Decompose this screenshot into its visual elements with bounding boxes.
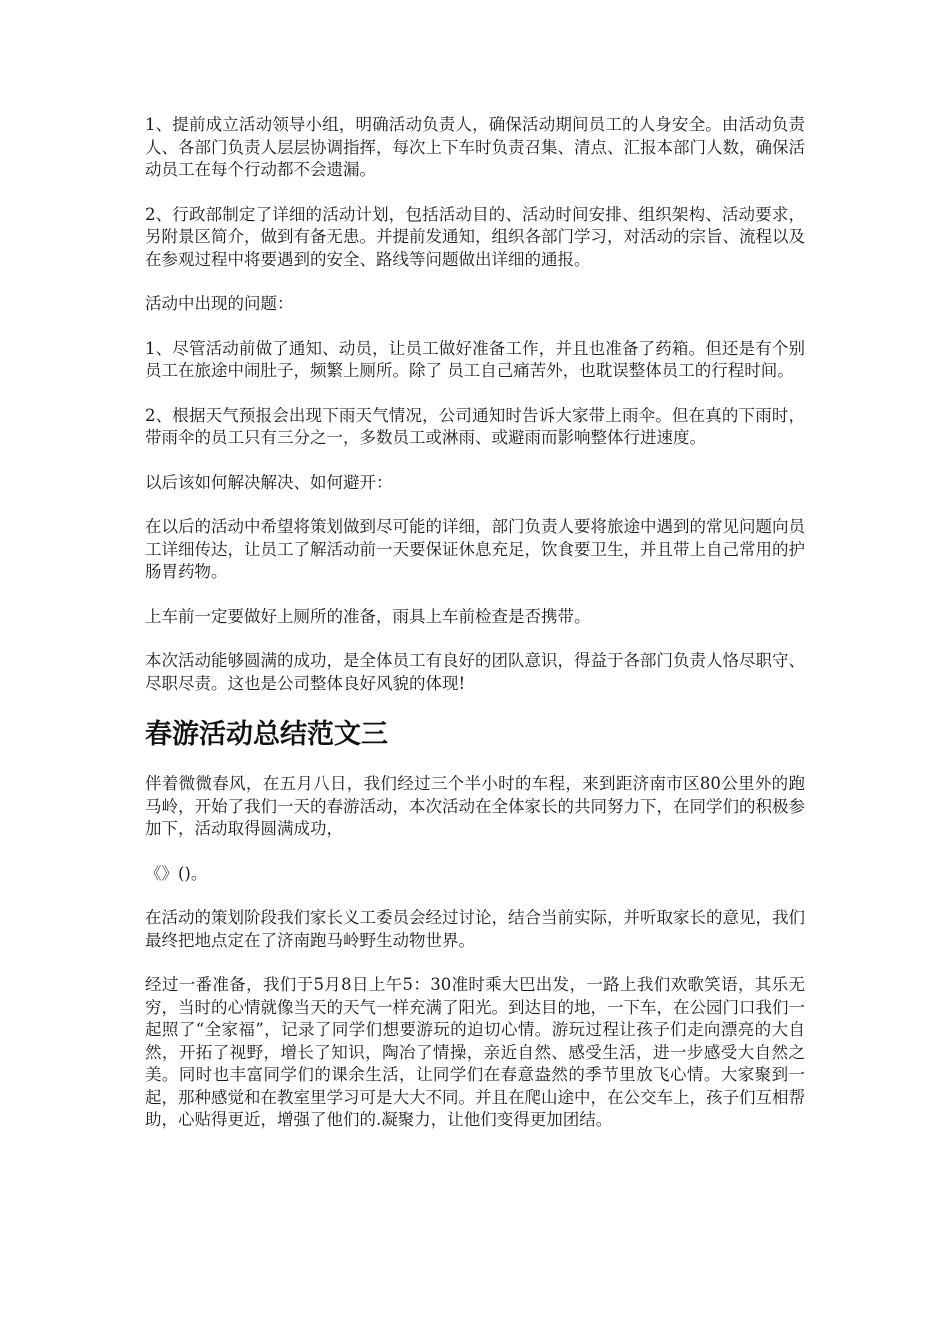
paragraph-prep-2: 2、行政部制定了详细的活动计划，包括活动目的、活动时间安排、组织架构、活动要求，另附景区简介，做到有备无患。并提前发通知，组织各部门学习，对活动的宗旨、流程以及在参观过程中将要遇到的安全、路线等问题做出详细的通报。	[145, 204, 805, 269]
paragraph-brackets: 《》()。	[145, 863, 208, 883]
paragraph-solution-1: 在以后的活动中希望将策划做到尽可能的详细，部门负责人要将旅途中遇到的常见问题向员工详细传达，让员工了解活动前一天要保证休息充足，饮食要卫生，并且带上自己常用的护肠胃药物。	[145, 517, 805, 581]
paragraph-problem-1: 1、尽管活动前做了通知、动员，让员工做好准备工作，并且也准备了药箱。但还是有个别员工在旅途中闹肚子，频繁上厕所。除了 员工自己痛苦外，也耽误整体员工的行程时间。	[145, 338, 805, 380]
paragraph-prep-1: 1、提前成立活动领导小组，明确活动负责人，确保活动期间员工的人身安全。由活动负责人、各部门负责人层层协调指挥，每次上下车时负责召集、清点、汇报本部门人数，确保活动员工在每个行动都不会遗漏。	[145, 115, 805, 179]
paragraph-planning: 在活动的策划阶段我们家长义工委员会经过讨论，结合当前实际，并听取家长的意见，我们最终把地点定在了济南跑马岭野生动物世界。	[145, 908, 805, 950]
paragraph-solutions-label: 以后该如何解决解决、如何避开：	[145, 472, 393, 492]
paragraph-problems-label: 活动中出现的问题：	[145, 294, 294, 313]
paragraph-intro: 伴着微微春风，在五月八日，我们经过三个半小时的车程，来到距济南市区80公里外的跑马岭，开始了我们一天的春游活动，本次活动在全体家长的共同努力下，在同学们的积极参加下，活动取得圆满成功，	[145, 774, 805, 838]
document-page	[145, 114, 805, 1154]
section-heading: 春游活动总结范文三	[145, 719, 388, 750]
paragraph-trip: 经过一番准备，我们于5月8日上午5：30准时乘大巴出发，一路上我们欢歌笑语，其乐无穷，当时的心情就像当天的天气一样充满了阳光。到达目的地，一下车，在公园门口我们一起照了“全家福”，记录了同学们想要游玩的迫切心情。游玩过程让孩子们走向漂亮的大自然，开拓了视野，增长了知识，陶冶了情操，亲近自然、感受生活，进一步感受大自然之美。同时也丰富同学们的课余生活，让同学们在春意盎然的季节里放飞心情。大家聚到一起，那种感觉和在教室里学习可是大大不同。并且在爬山途中，在公交车上，孩子们互相帮助，心贴得更近，增强了他们的.凝聚力，让他们变得更加团结。	[145, 975, 805, 1129]
paragraph-solution-2: 上车前一定要做好上厕所的准备，雨具上车前检查是否携带。	[145, 606, 591, 626]
paragraph-problem-2: 2、根据天气预报会出现下雨天气情况，公司通知时告诉大家带上雨伞。但在真的下雨时，带雨伞的员工只有三分之一，多数员工或淋雨、或避雨而影响整体行进速度。	[145, 405, 805, 447]
paragraph-conclusion: 本次活动能够圆满的成功，是全体员工有良好的团队意识，得益于各部门负责人恪尽职守、尽职尽责。这也是公司整体良好风貌的体现!	[145, 651, 805, 693]
